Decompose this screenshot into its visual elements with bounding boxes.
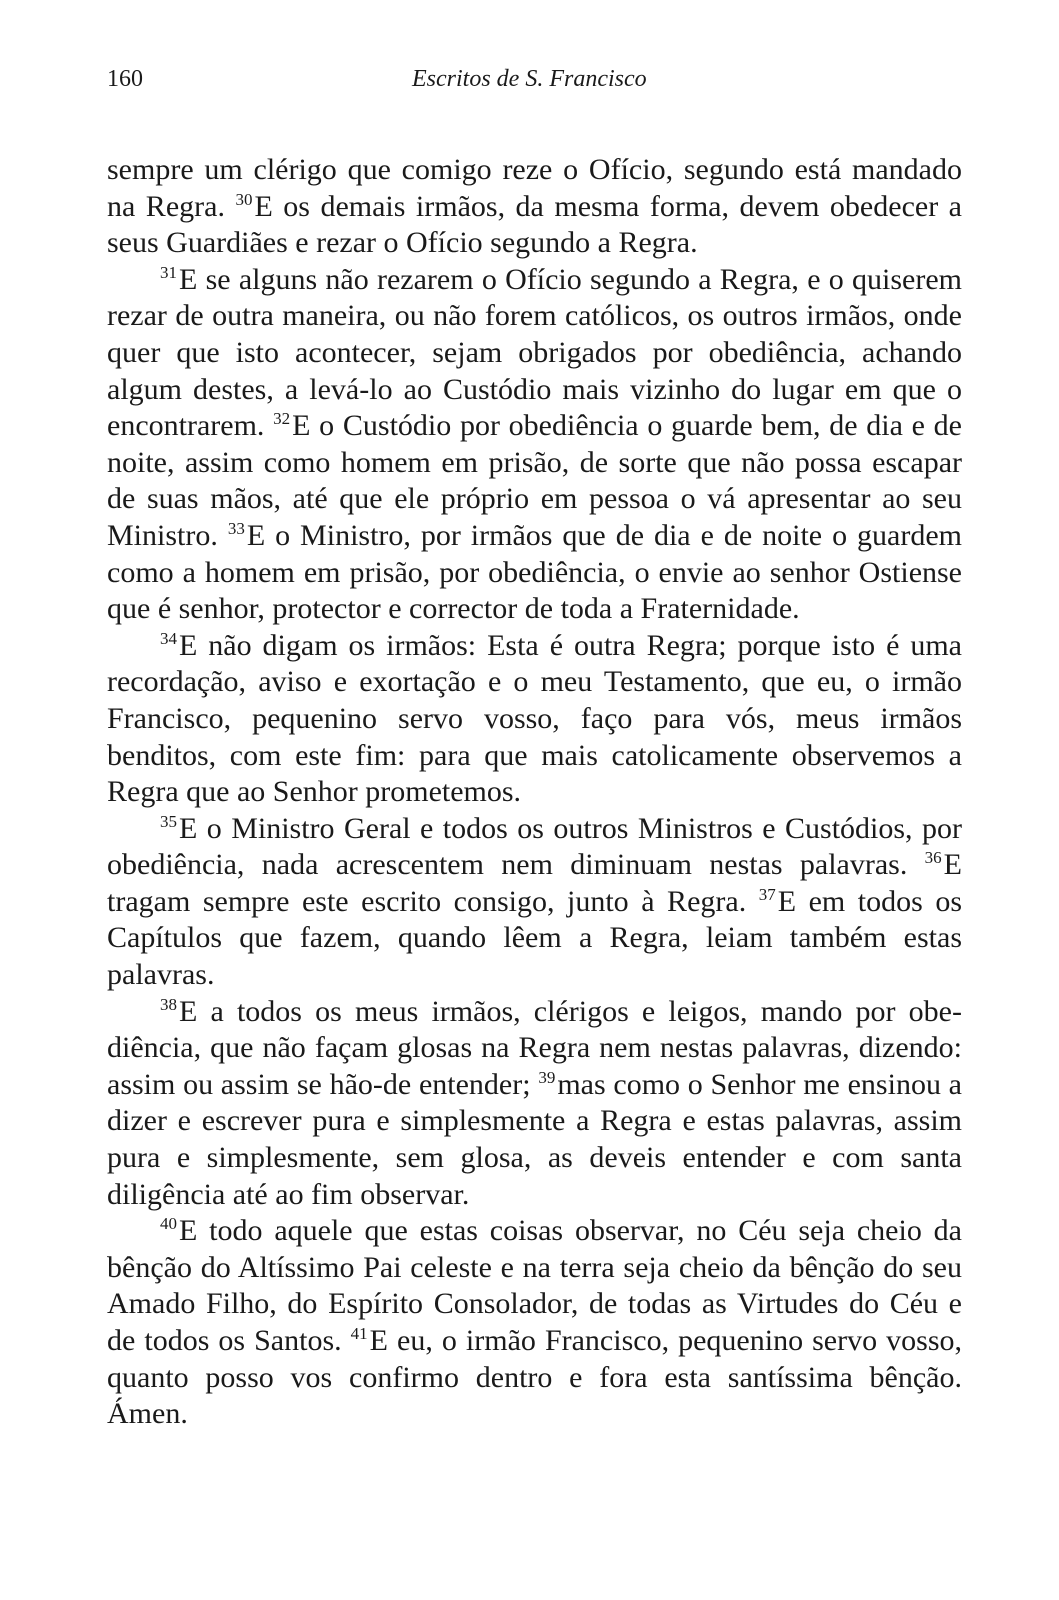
- verse-text: E o Ministro Geral e todos os outros Ministros e Custódios, por obediência, nada acrescentem nem diminuam nestas palavras.: [107, 811, 962, 882]
- verse-text: E não digam os irmãos: Esta é outra Regra; porque isto é uma recordação, aviso e exortação e o meu Testamento, que eu, o irmão Francisco, pequenino servo vosso, faço para vós, meus irmãos benditos, com este fim: para que mais catolicamente observemos a Regra que ao Senhor prometemos.: [107, 628, 962, 809]
- paragraph: [107, 262, 962, 628]
- verse-number: 41: [350, 1324, 368, 1343]
- verse-text: E em todos os Capítulos que fazem, quando lêem a Regra, leiam também estas palavras.: [107, 884, 962, 992]
- verse-text: E eu, o irmão Francisco, pequenino servo vosso, quanto posso vos confirmo dentro e fora esta santíssima bênção. Ámen.: [107, 1324, 962, 1431]
- verse-number: 38: [160, 994, 177, 1014]
- paragraph: [107, 152, 962, 262]
- verse-text: E a todos os meus irmãos, clérigos e leigos, mando por obediência, que não façam glosas na Regra nem nestas palavras, dizendo: assim ou assim se hão-de entender;: [107, 994, 962, 1101]
- running-title: Escritos de S. Francisco: [412, 66, 647, 92]
- body-text: [107, 152, 962, 1433]
- verse-number: 36: [924, 848, 942, 868]
- verse-text: E todo aquele que estas coisas observar, no Céu seja cheio da bênção do Altíssimo Pai celeste e na terra seja cheio da bênção do seu Amado Filho, do Espírito Consolador, de todas as Virtudes do Céu e de todos os Santos.: [107, 1214, 962, 1357]
- paragraph: [107, 1213, 962, 1433]
- verse-number: 31: [160, 262, 177, 282]
- verse-number: 33: [227, 518, 245, 538]
- verse-text: E os demais irmãos, da mesma forma, devem obedecer a seus Guardiães e rezar o Ofício segundo a Regra.: [107, 189, 962, 260]
- verse-text: mas como o Senhor me ensinou a dizer e escrever pura e simplesmente a Regra e estas palavras, assim pura e simplesmente, sem glosa, as deveis entender e com santa diligência até ao fim observar.: [107, 1067, 962, 1211]
- running-head: [107, 66, 962, 106]
- verse-number: 37: [758, 884, 776, 904]
- paragraph: [107, 811, 962, 994]
- page-number: 160: [107, 66, 143, 92]
- verse-text: E se alguns não rezarem o Ofício segundo a Regra, e o quiserem rezar de outra maneira, ou não forem católicos, os outros irmãos, onde quer que isto acontecer, sejam obrigados por obediência, achando algum destes, a levá-lo ao Custódio mais vizinho do lugar em que o encontrarem.: [107, 262, 962, 443]
- verse-number: 35: [160, 811, 177, 831]
- verse-number: 39: [538, 1067, 556, 1087]
- verse-number: 40: [160, 1214, 177, 1234]
- paragraph: [107, 628, 962, 811]
- verse-text: sempre um clérigo que comigo reze o Ofício, segundo está mandado na Regra.: [107, 153, 962, 223]
- verse-text: E tragam sempre este escrito consigo, junto à Regra.: [107, 848, 962, 918]
- verse-text: E o Custódio por obediência o guarde bem, de dia e de noite, assim como homem em prisão, de sorte que não possa escapar de suas mãos, até que ele próprio em pessoa o vá apresentar ao seu Ministro.: [107, 409, 962, 552]
- verse-number: 30: [235, 189, 253, 209]
- verse-number: 32: [273, 409, 291, 429]
- verse-text: E o Ministro, por irmãos que de dia e de noite o guardem como a homem em prisão, por obediência, o envie ao senhor Ostiense que é senhor, protector e corrector de toda a Fraternidade.: [107, 518, 962, 626]
- verse-number: 34: [160, 628, 177, 648]
- paragraph: [107, 994, 962, 1214]
